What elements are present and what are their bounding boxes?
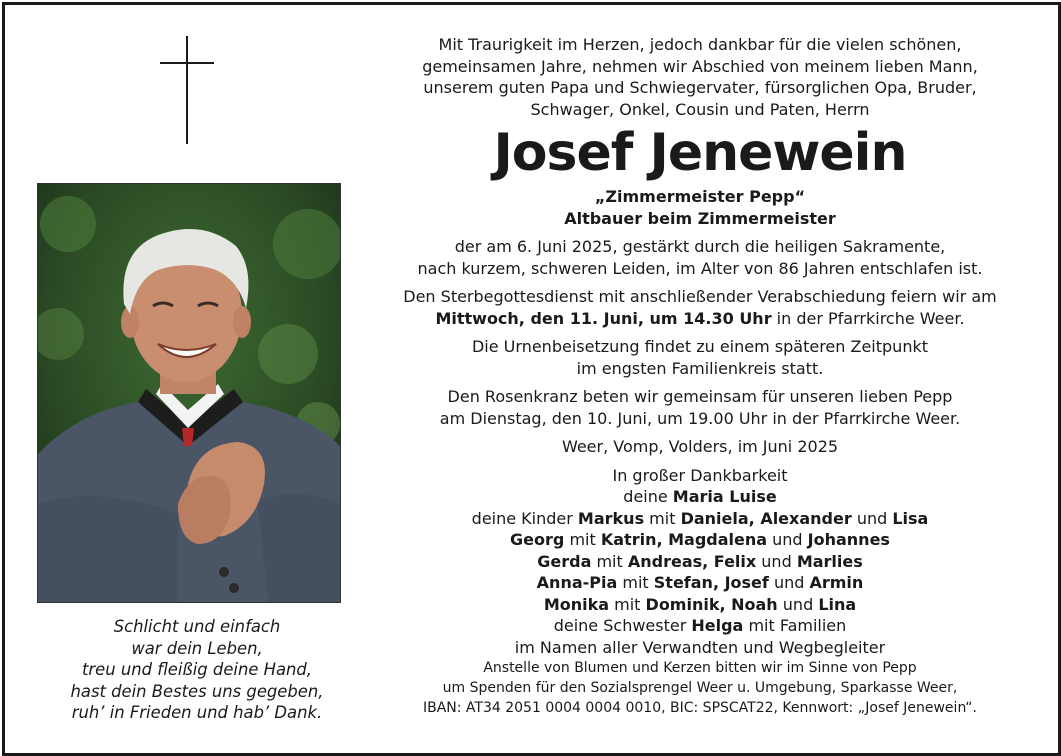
poem-line: hast dein Bestes uns gegeben,	[70, 681, 324, 701]
family-connector: mit	[644, 508, 681, 528]
family-line	[380, 572, 1020, 594]
service-date-line	[380, 308, 1020, 330]
family-line	[380, 529, 1020, 551]
wife-name: Maria Luise	[672, 487, 777, 506]
intro-line: unserem guten Papa und Schwiegervater, fürsorglichen Opa, Bruder,	[423, 78, 977, 97]
family-connector: und	[768, 573, 810, 592]
family-connector: und	[851, 508, 893, 528]
intro-line: gemeinsamen Jahre, nehmen wir Abschied von meinem lieben Mann,	[422, 56, 978, 76]
family-connector: deine Kinder	[471, 508, 578, 528]
rosary-line: am Dienstag, den 10. Juni, um 19.00 Uhr in der Pfarrkirche Weer.	[439, 408, 961, 428]
donation-line: IBAN: AT34 2051 0004 0004 0010, BIC: SPSCAT22, Kennwort: „Josef Jenewein“.	[422, 700, 977, 716]
cross-icon	[160, 36, 214, 146]
relatives-line: im Namen aller Verwandten und Wegbegleiter	[514, 637, 886, 657]
family-connector: mit	[591, 551, 628, 571]
family-line	[380, 615, 1020, 637]
family-connector: mit	[564, 530, 601, 549]
family-list	[380, 508, 1020, 637]
family-connector: mit	[609, 594, 646, 614]
family-connector: mit	[617, 573, 654, 592]
occupation: Altbauer beim Zimmermeister	[564, 208, 836, 228]
family-member-name: Daniela, Alexander	[680, 508, 852, 528]
family-member-name: Armin	[809, 573, 864, 592]
urn-line: im engsten Familienkreis statt.	[576, 358, 824, 378]
urn-line: Die Urnenbeisetzung findet zu einem späteren Zeitpunkt	[471, 337, 928, 356]
family-member-name: Stefan, Josef	[653, 573, 769, 592]
family-member-name: Katrin, Magdalena	[600, 530, 768, 549]
service-location: in der Pfarrkirche Weer.	[771, 308, 965, 328]
poem-line: Schlicht und einfach	[113, 617, 281, 636]
nickname: „Zimmermeister Pepp“	[594, 187, 806, 206]
intro-line: Schwager, Onkel, Cousin und Paten, Herrn	[530, 99, 870, 119]
memorial-poem	[22, 616, 372, 724]
family-member-name: Gerda	[537, 551, 592, 571]
donation-line: um Spenden für den Sozialsprengel Weer u. Umgebung, Sparkasse Weer,	[442, 680, 958, 696]
family-member-name: Dominik, Noah	[645, 594, 778, 614]
family-member-name: Helga	[691, 616, 744, 635]
poem-line: ruh’ in Frieden und hab’ Dank.	[71, 703, 323, 723]
family-line	[380, 508, 1020, 530]
poem-line: treu und fleißig deine Hand,	[81, 660, 313, 680]
family-member-name: Andreas, Felix	[627, 551, 757, 571]
family-connector: und	[777, 594, 819, 614]
family-member-name: Marlies	[796, 551, 863, 571]
portrait-photo	[37, 183, 341, 603]
obituary-text	[380, 34, 1020, 718]
wife-prefix: deine	[623, 487, 673, 506]
wife-line	[380, 486, 1020, 508]
place-date: Weer, Vomp, Volders, im Juni 2025	[561, 437, 839, 456]
family-connector: und	[767, 530, 808, 549]
intro-line: Mit Traurigkeit im Herzen, jedoch dankbar für die vielen schönen,	[438, 35, 962, 54]
service-date: Mittwoch, den 11. Juni, um 14.30 Uhr	[435, 308, 772, 328]
family-line	[380, 594, 1020, 616]
family-connector: mit Familien	[743, 616, 847, 635]
service-line: Den Sterbegottesdienst mit anschließender Verabschiedung feiern wir am	[403, 287, 997, 306]
family-member-name: Anna-Pia	[536, 573, 618, 592]
death-notice-line: der am 6. Juni 2025, gestärkt durch die heiligen Sakramente,	[454, 237, 946, 256]
family-member-name: Markus	[577, 508, 645, 528]
family-member-name: Monika	[543, 594, 610, 614]
deceased-name: Josef Jenewein	[493, 123, 907, 183]
poem-line: war dein Leben,	[131, 638, 263, 658]
family-connector: und	[756, 551, 797, 571]
family-member-name: Lina	[818, 594, 857, 614]
family-member-name: Lisa	[892, 508, 929, 528]
rosary-line: Den Rosenkranz beten wir gemeinsam für unseren lieben Pepp	[447, 387, 953, 406]
family-member-name: Johannes	[807, 530, 890, 549]
thanks-line: In großer Dankbarkeit	[612, 465, 788, 485]
family-member-name: Georg	[510, 530, 565, 549]
family-line	[380, 551, 1020, 573]
death-notice-line: nach kurzem, schweren Leiden, im Alter von 86 Jahren entschlafen ist.	[417, 258, 983, 278]
family-connector: deine Schwester	[553, 616, 692, 635]
donation-line: Anstelle von Blumen und Kerzen bitten wir im Sinne von Pepp	[483, 660, 917, 676]
